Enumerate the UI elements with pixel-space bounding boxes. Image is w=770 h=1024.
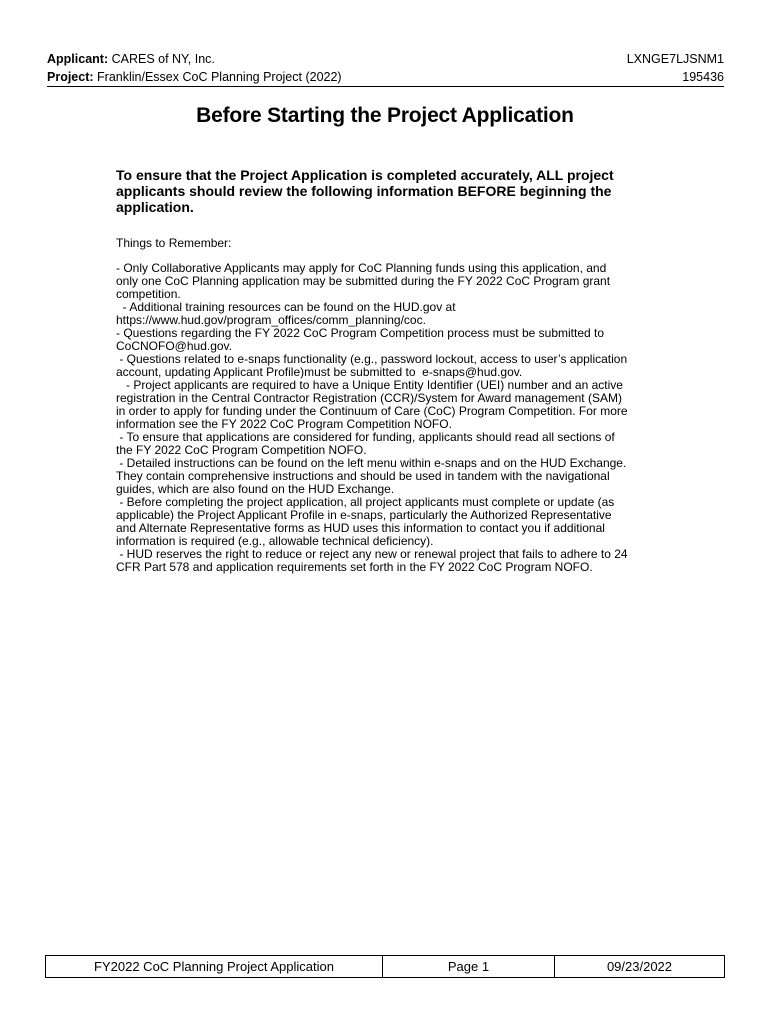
applicant-info: [47, 50, 215, 68]
things-to-remember-heading: Things to Remember:: [116, 236, 232, 250]
page-title: Before Starting the Project Application: [196, 104, 574, 127]
instruction-line: the FY 2022 CoC Program Competition NOFO.: [116, 443, 367, 457]
instruction-line: - Additional training resources can be found on the HUD.gov at: [116, 300, 456, 314]
instruction-line: CoCNOFO@hud.gov.: [116, 339, 232, 353]
project-info: [47, 68, 342, 86]
instruction-line: - HUD reserves the right to reduce or reject any new or renewal project that fails to adhere to 24: [116, 547, 628, 561]
page-header: [47, 50, 724, 87]
instruction-line: account, updating Applicant Profile)must be submitted to e-snaps@hud.gov.: [116, 365, 523, 379]
instruction-line: - Only Collaborative Applicants may apply for CoC Planning funds using this application, and: [116, 261, 607, 275]
instruction-line: - Before completing the project application, all project applicants must complete or update (as: [116, 495, 615, 509]
instruction-line: - Questions regarding the FY 2022 CoC Program Competition process must be submitted to: [116, 326, 605, 340]
project-label: Project:: [47, 70, 94, 84]
instruction-line: They contain comprehensive instructions and should be used in tandem with the navigational: [116, 469, 610, 483]
application-id-code: LXNGE7LJSNM1: [626, 52, 724, 66]
instruction-line: and Alternate Representative forms as HUD uses this information to contact you if additional: [116, 521, 605, 535]
header-row-applicant: [47, 50, 724, 68]
instruction-line: - Questions related to e-snaps functionality (e.g., password lockout, access to user’s application: [116, 352, 628, 366]
applicant-value: CARES of NY, Inc.: [111, 52, 215, 66]
page-footer: [45, 955, 725, 978]
applicant-label: Applicant:: [47, 52, 109, 66]
application-id-number: 195436: [682, 70, 724, 84]
instruction-line: https://www.hud.gov/program_offices/comm_planning/coc.: [116, 313, 426, 327]
instruction-line: only one CoC Planning application may be submitted during the FY 2022 CoC Program grant: [116, 274, 611, 288]
instructions-body: [116, 262, 666, 574]
instruction-line: - Detailed instructions can be found on the left menu within e-snaps and on the HUD Exchange.: [116, 456, 627, 470]
instruction-line: - Project applicants are required to have a Unique Entity Identifier (UEI) number and an active: [116, 378, 623, 392]
instruction-line: CFR Part 578 and application requirements set forth in the FY 2022 CoC Program NOFO.: [116, 560, 593, 574]
instruction-line: registration in the Central Contractor Registration (CCR)/System for Award management (SAM): [116, 391, 622, 405]
footer-application-name: FY2022 CoC Planning Project Application: [46, 956, 383, 977]
instruction-line: information see the FY 2022 CoC Program Competition NOFO.: [116, 417, 452, 431]
instruction-line: - To ensure that applications are considered for funding, applicants should read all sections of: [116, 430, 615, 444]
instruction-line: applicable) the Project Applicant Profile in e-snaps, particularly the Authorized Representative: [116, 508, 612, 522]
instruction-line: guides, which are also found on the HUD Exchange.: [116, 482, 395, 496]
instruction-line: in order to apply for funding under the Continuum of Care (CoC) Program Competition. For more: [116, 404, 628, 418]
header-row-project: [47, 68, 724, 86]
intro-paragraph: To ensure that the Project Application is completed accurately, ALL project applicants should review the following information BEFORE beginning the application.: [116, 167, 614, 215]
footer-date: 09/23/2022: [606, 959, 673, 974]
instruction-line: information is required (e.g., allowable technical deficiency).: [116, 534, 434, 548]
project-value: Franklin/Essex CoC Planning Project (2022): [97, 70, 342, 84]
instruction-line: competition.: [116, 287, 181, 301]
footer-page-number: Page 1: [383, 956, 555, 977]
